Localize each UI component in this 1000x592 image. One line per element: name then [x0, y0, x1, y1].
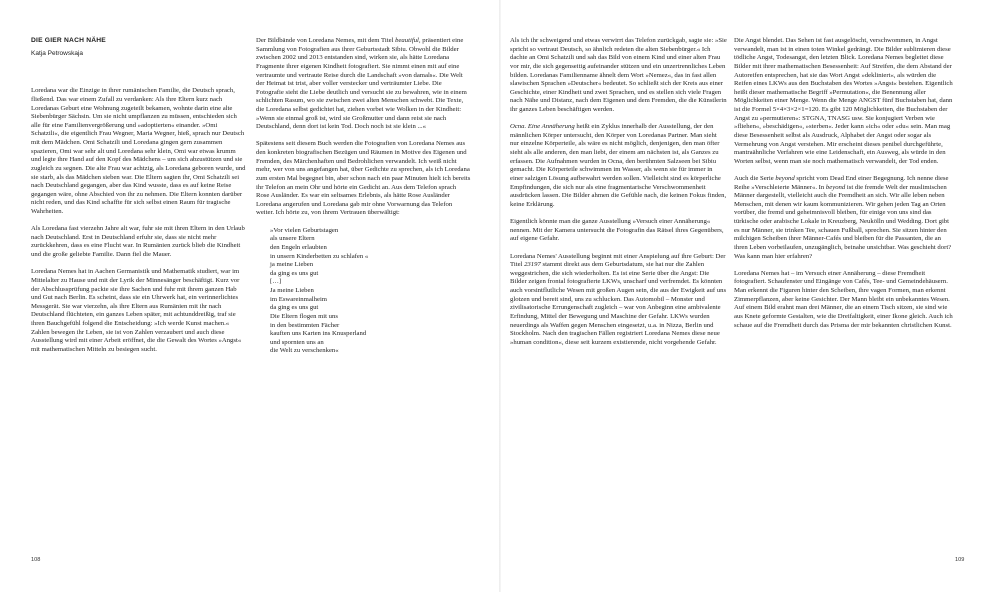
paragraph: [256, 37, 471, 132]
text-run: , präsentiert eine Sammlung von Fotografien aus ihrer Geburtsstadt Sibiu. Obwohl die Bilder zwischen 2002 und 2013 entstanden sind, wirken sie, als hätte Loredana Fragmente ihrer eigenen Kindheit fotografiert. Sie nimmt einen mit auf eine vertraumte und vertraute Reise durch die Landschaft »von damals«. Die Welt der Heimat ist trist, aber voller verstecker und verträumter Liebe. Die Fotografie sieht die Liebe deutlich und versucht sie zu bewahren, wie in einem schlichten Rasum, wo sie zwischen zwei alten Menschen schwebt. Die Texte, die Loredana selbst gedichtet hat, ziehen vorbei wie Wolken in der Kindheit: »Wenn sie einmal groß ist, wird sie Großmutter und dann reist sie nach Deutschland, denn dort ist kein Tod. Doch noch ist sie klein ...«: [256, 37, 467, 131]
poem-line: ja meine Lieben: [270, 261, 314, 269]
series-title: Ocna. Eine Annäherung: [510, 123, 575, 131]
page-number-left: 108: [31, 557, 41, 563]
column-2: [256, 37, 471, 356]
poem-line: kauften uns Karten ins Knusperland: [270, 330, 367, 338]
page-number-right: 109: [955, 557, 965, 563]
poem-line: […]: [270, 278, 282, 286]
series-title: 23197: [524, 261, 541, 269]
right-page: [500, 0, 1000, 592]
poem-line: da ging es uns gut: [270, 304, 319, 312]
poem-quote: [256, 227, 471, 356]
article-author: Katja Petrowskaja: [31, 49, 84, 57]
paragraph: [734, 175, 953, 261]
paragraph: Als Loredana fast vierzehn Jahre alt war, fuhr sie mit ihren Eltern in den Urlaub nach Deutschland. Erst in Deutschland erfuhr sie, dass sie nicht mehr zurückkehren, dass es eine Flucht war. In Rumänien zurück blieb die Kindheit und die große geliebte Familie. Dann fiel die Mauer.: [31, 225, 245, 259]
text-run: Der Bildbände von Loredana Nemes, mit dem Titel: [256, 37, 396, 44]
column-1: [31, 37, 246, 363]
poem-line: im Eswareinmalheim: [270, 295, 328, 303]
paragraph: Die Angst blendet. Das Sehen ist fast ausgelöscht, verschwommen, in Angst verwandelt, man ist in einen toten Winkel gedrängt. Die Bilder sublimieren diese tödliche Angst, Todesangst, den letzten Blick. Loredana Nemes begleitet diese Bilder mit ihrer mathematischen Besessenheit: Auf Streifen, die dem Abstand der Autoreifen entsprechen, hat sie das Wort Angst »dekliniert«, als würden die Reifen eines LKWs aus den Buchstaben des Wortes »Angst« bestehen. Eigentlich heißt dieser mathematische Begriff »Permutation«, die Benennung aller Möglichkeiten einer Menge. Wenn die Menge ANGST fünf Buchstaben hat, dann ist die Formel 5×4×3×2×1=120. Es gibt 120 Möglichkeiten, die Buchstaben der Angst zu »permutieren«: STGNA, TNASG usw. Sie konjugiert Verben wie »fliehen«, »beschädigen«, »sterben«. Jeder kann »ich« oder »du« sein. Man mag diese Besessenheit selbst als Ausdruck, Alphabet der Angst oder sogar als Vermehrung von Angst verstehen. Mir erscheint dieses penibel durchgeführte, mantraähnliche Verfahren wie eine Leidenschaft, ein Ausweg, als würde in den Worten selbst, wenn man sie noch mathematisch verwandelt, der Tod enden.: [734, 37, 953, 165]
column-3: [510, 37, 727, 356]
poem-line: da ging es uns gut: [270, 269, 319, 277]
paragraph: Als ich ihr schweigend und etwas verwirrt das Telefon zurückgab, sagte sie: »Sie spricht so vertraut Deutsch, so ähnlich redeten die alten Siebenbürger.« Ich dachte an Omi Schatzili und sah das Bild von einem Kind und einer alten Frau vor mir, die sich gegenseitig aufeinander stützen und ein unzertrennliches Leben bilden. Loredanas Familienname ähnelt dem Wort »Nemez«, das in fast allen slawischen Sprachen »Deutscher« bedeutet. So schließt sich der Kreis aus einer Geschichte, einer Kindheit und zwei Sprachen, und es stellen sich viele Fragen nach Nähe und Distanz, nach dem Eigenen und dem Fremden, die die Künstlerin ihr ganzes Leben beschäftigen werden.: [510, 37, 727, 113]
paragraph: [510, 123, 727, 209]
poem-line: den Engeln erlaubten: [270, 243, 327, 251]
poem-line: Ja meine Lieben: [270, 287, 314, 295]
paragraph: Loredana war die Einzige in ihrer rumänischen Familie, die Deutsch sprach, fließend. Das war einem Zufall zu verdanken: Als ihre Eltern kurz nach Loredanas Geburt eine Wohnung zugeteilt bekamen, wohnte darin eine alte Siebenbürger Sächsin. Um sie nicht umpflanzen zu müssen, entschieden sich alle für eine Familienvergrößerung und »adoptierten« einander. »Omi Schatzili«, die eigentlich Frau Wegner, Maria Wegner, hieß, sprach nur Deutsch mit dem Mädchen. Omi Schatzili und Loredana gingen gern zusammen spazieren, Omi war sehr alt und Loredana sehr klein, Omi war etwas krumm und legte ihre Hand auf den Kopf des Mädchens – um sich abzustützen und sie zugleich zu segnen. Die alte Frau war achtzig, als Loredana geboren wurde, und sie starb, als das Mädchen sieben war. Die Eltern sagten ihr, Omi Schatzili sei nach Deutschland gegangen, aber das Kind wusste, dass es auf keine Reise gegangen wäre, ohne Abschied von ihr zu nehmen. Die Eltern konnten darüber nicht reden, und das Kind schaffte für sich selbst einen Raum für tragische Wahrheiten.: [31, 87, 246, 215]
text-run: ist die fremde Welt der muslimischen Männer dargestellt, vielleicht auch die Fremdheit an sich. Wir alle leben neben Menschen, mit denen wir kaum kommunizieren. Wir gehen jeden Tag an Orten vorüber, die fremd und geheimnisvoll bleiben, für einige von uns sind das türkische oder arabische Lokale in Kreuzberg, Neukölln und Wedding. Dort gibt es nur Männer, sie trinken Tee, schauen Fußball, sprechen. Sie sitzen hinter den milchigen Scheiben ihrer Männer-Cafés und bleiben für die Passanten, die an ihren Leben vorbeilaufen, unzugänglich, beinahe unsichtbar. Was geschieht dort? Was kann man hier erfahren?: [734, 183, 952, 260]
article-title: DIE GIER NACH NÄHE: [31, 37, 106, 44]
paragraph: Loredana Nemes hat in Aachen Germanistik und Mathematik studiert, war im Mittelalter zu Hause und mit der Lyrik der Minnesänger beschäftigt. Kurz vor der Abschlussprüfung packte sie ihre Sachen und fuhr mit ihrem ganzen Hab und Gut nach Berlin. Es scheint, dass sie ein Uhrwerk hat, ein verinnerlichtes Messgerät. Sie war vierzehn, als ihre Eltern aus Rumänien mit ihr nach Deutschland flüchteten, ein ganzes Leben später, mit achtunddreißig, traf sie ihren Bauchgefühl folgend die Entscheidung: »Ich werde Kunst machen.« Zahlen bewegen ihr Leben, sie ist von Zahlen verzaubert und auch diese Ausstellung wird mit einer Arbeit eröffnet, die die Gewalt des Wortes »Angst« mit mathematischen Mitteln zu besiegen sucht.: [31, 268, 242, 353]
text-run: heißt ein Zyklus innerhalb der Ausstellung, der den männlichen Körper untersucht, den Körper von Loredanas Partner. Man sieht nur einzelne Körperteile, als wäre es nicht möglich, denjenigen, den man öfter sieht als alle anderen, den man liebt, der einem am nächsten ist, als Ganzes zu erfassen. Die Aufnahmen wurden in Ocna, den berühmten Salzseen bei Sibiu gemacht. Die Körperteile schwimmen im Wasser, als wenn sie für immer in einer salzigen Lösung aufbewahrt werden sollen. Vielleicht sind es körperliche Empfindungen, die sich nur als eine fragmentarische Verschwommenheit ausdrücken lassen. Die Bilder ahmen die Gefühle nach, die keinen Fokus finden, keine Erklärung.: [510, 123, 727, 208]
paragraph: Spätestens seit diesem Buch werden die Fotografien von Loredana Nemes aus den konkreten biografischen Bezügen und Räumen in Motive des Eigenen und Fremden, des Märchenhaften und Bedrohlichen verwandelt. Ich weiß nicht mehr, wer von uns angefangen hat, über Gedichte zu sprechen, als ich Loredana zum ersten Mal begegnet bin, aber schon nach ein paar Minuten hielt ich bereits ihr Telefon an mein Ohr und hörte ein Gedicht an. Aus dem Telefon sprach Rose Ausländer. Es war ein seltsames Erlebnis, als hätte Rose Ausländer Loredana angerufen und Loredana gab mir ohne Vorwarnung das Telefon weiter. Ich hörte zu, von ihrem Vertrauen überwältigt:: [256, 140, 471, 217]
poem-line: und spornten uns an: [270, 338, 324, 346]
paragraph: Eigentlich könnte man die ganze Ausstellung »Versuch einer Annäherung« nennen. Mit der Kamera untersucht die Fotografin das Rätsel ihres Gegenübers, auf eigene Gefahr.: [510, 218, 724, 243]
series-title: beyond: [825, 183, 846, 191]
paragraph: Loredana Nemes hat – im Versuch einer Annäherung – diese Fremdheit fotografiert. Schaufenster und Eingänge von Cafés, Tee- und Gemeindehäusern. Man erkennt die Figuren hinter den Scheiben, ihre vagen Formen, man erkennt Zimmerpflanzen, aber keine Gesichter. Der Mann bleibt ein unbekanntes Wesen. Auf einem Bild erahnt man drei Männer, die an einem Tisch sitzen, sie sind wie aus Knete geformte Gestalten, wie die Dreifaltigkeit, einer Ikone gleich. Auch ich schaue auf die Fremdheit durch das Prisma der mir bekannten christlichen Kunst.: [734, 269, 953, 329]
text-run: spricht vom Dead End einer Begegnung. Ich nenne diese Reihe »Verschleierte Männer«. In: [734, 174, 949, 191]
poem-line: Die Eltern flogen mit uns: [270, 312, 338, 320]
poem-line: »Vor vielen Geburtstagen: [270, 226, 339, 234]
book-title: beautiful: [395, 37, 419, 44]
text-run: Auch die Serie: [734, 174, 776, 182]
series-title: beyond: [775, 174, 795, 182]
poem-line: die Welt zu verschenken«: [270, 347, 339, 355]
poem-line: in den bestimmten Fächer: [270, 321, 340, 329]
poem-line: in unsern Kinderbetten zu schlafen «: [270, 252, 369, 260]
text-run: stammt direkt aus dem Geburtsdatum, sie hat nur die Zahlen weggestrichen, die sich wiederholten. Es ist eine Serie über die Angst: Die Bilder zeigen frontal fotografierte LKWs, unscharf und verfremdet. Es könnten auch vorsintflutliche Wesen mit großen Augen sein, die aus der Ewigkeit auf uns glotzen und bereit sind, uns zu schlucken. Das Automobil – Monster und zivilisatorische Errungenschaft zugleich – war von Anbeginn eine ambivalente Erfindung, Mittel der Bewegung und Maschine der Gefahr. LKWs wurden neuerdings als Waffen gegen Menschen eingesetzt, u.a. in Nizza, Berlin und Stockholm. Nach den tragischen Fällen registriert Loredana Nemes diese neue »human condition«, diese seit kurzem existierende, nicht vorgehende Gefahr.: [510, 261, 727, 346]
text-run: Loredana Nemes' Ausstellung beginnt mit einer Anspielung auf ihre Geburt: Der Titel: [510, 252, 726, 269]
paragraph: [510, 253, 727, 348]
poem-line: als unsere Eltern: [270, 235, 315, 243]
column-4: [734, 37, 953, 339]
